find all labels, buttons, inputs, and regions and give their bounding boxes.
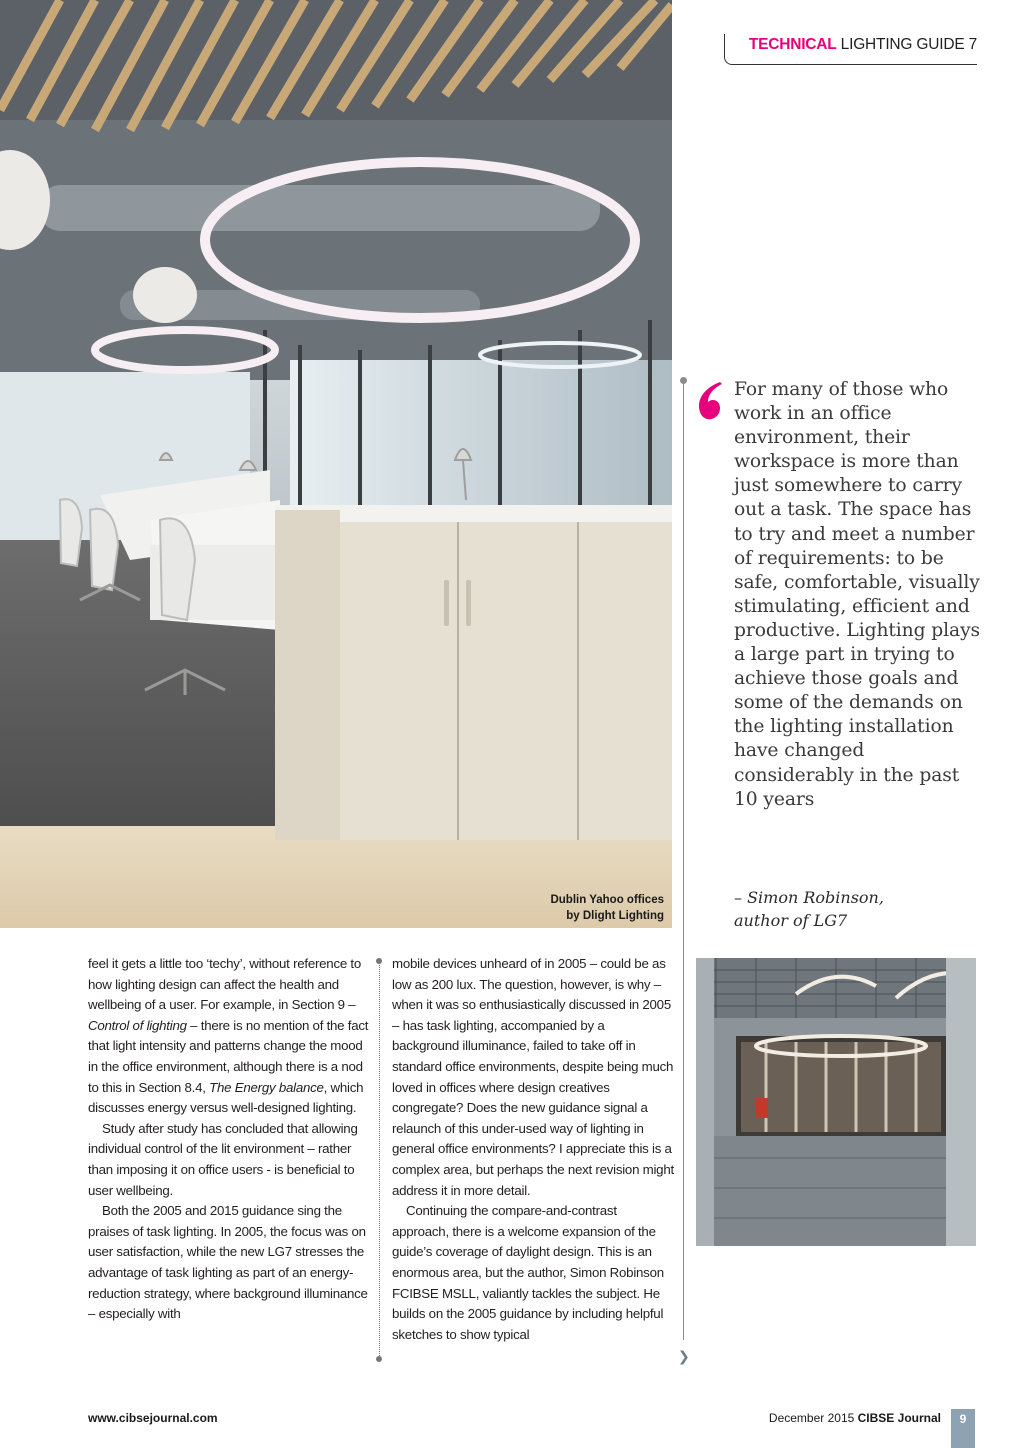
pull-quote-text: For many of those who work in an office environment, their workspace is more than just somewhere to carry out a task. The space has to try and meet a number of requirements: to be safe, comfortable, visually stimulating, efficient and productive. Lighting plays a large part in trying to achieve those goals and some of the demands on the lighting installation have changed considerably in the past 10 years <box>734 379 981 810</box>
section-label: TECHNICAL <box>748 36 837 53</box>
text-run: , which discusses energy versus well-designed lighting. <box>88 1079 364 1116</box>
quote-rule <box>683 380 684 1340</box>
body-column-2 <box>392 954 674 1345</box>
page-number: 9 <box>951 1409 975 1448</box>
atrium-photo <box>696 958 976 1246</box>
footer-date: December 2015 <box>768 1411 855 1425</box>
body-column-1 <box>88 954 370 1325</box>
column-divider-dot <box>376 958 382 964</box>
quote-mark-icon <box>690 370 730 430</box>
footer-journal: CIBSE Journal <box>857 1411 941 1425</box>
footer-issue <box>769 1411 941 1425</box>
attribution-line1: – Simon Robinson, <box>734 888 884 907</box>
running-header-text <box>749 36 977 54</box>
column-divider <box>379 960 380 1360</box>
photo-caption-line1: Dublin Yahoo offices <box>550 894 664 906</box>
photo-caption-line2: by Dlight Lighting <box>566 910 664 922</box>
photo-caption <box>550 892 664 924</box>
text-run: feel it gets a little too ‘techy’, without reference to how lighting design can affect the health and wellbeing of a user. For example, in Section 9 – <box>88 956 362 1013</box>
text-run: – there is no mention of the fact that light intensity and patterns change the mood in the office environment, although there is a nod to this in Section 8.4, <box>88 1017 369 1095</box>
atrium-photo-illustration <box>696 958 976 1246</box>
column-divider-dot <box>376 1356 382 1362</box>
section-reference: The Energy balance <box>209 1079 324 1095</box>
quote-rule-dot <box>680 377 687 384</box>
paragraph: mobile devices unheard of in 2005 – could be as low as 200 lux. The question, however, is why – when it was so enthusiastically discussed in 2005 – has task lighting, accompanied by a background illuminance, failed to take off in standard office environments, despite being much loved in offices where design creatives congregate? Does the new guidance signal a relaunch of this under-used way of lighting in general office environments? I appreciate this is a complex area, but perhaps the next revision might address it in more detail. <box>392 956 674 1198</box>
paragraph: Both the 2005 and 2015 guidance sing the praises of task lighting. In 2005, the focus was on user satisfaction, while the new LG7 stresses the advantage of task lighting as part of an energy-reduction strategy, where background illuminance – especially with <box>88 1203 368 1322</box>
office-photo-illustration <box>0 0 672 928</box>
footer-url: www.cibsejournal.com <box>88 1411 218 1425</box>
header-title: LIGHTING GUIDE 7 <box>840 36 977 53</box>
attribution-line2: author of LG7 <box>734 911 848 930</box>
office-photo <box>0 0 672 928</box>
running-header <box>724 34 977 65</box>
paragraph: Continuing the compare-and-contrast approach, there is a welcome expansion of the guide’s coverage of daylight design. This is an enormous area, but the author, Simon Robinson FCIBSE MSLL, valiantly tackles the subject. He builds on the 2005 guidance by including helpful sketches to show typical <box>392 1203 664 1342</box>
continue-arrow-icon: ❯ <box>678 1349 690 1365</box>
paragraph: Study after study has concluded that allowing individual control of the lit environment – rather than imposing it on office users - is beneficial to user wellbeing. <box>88 1120 358 1198</box>
pull-quote-attribution <box>734 886 982 932</box>
paragraph <box>88 954 370 1119</box>
section-reference: Control of lighting <box>88 1017 187 1033</box>
